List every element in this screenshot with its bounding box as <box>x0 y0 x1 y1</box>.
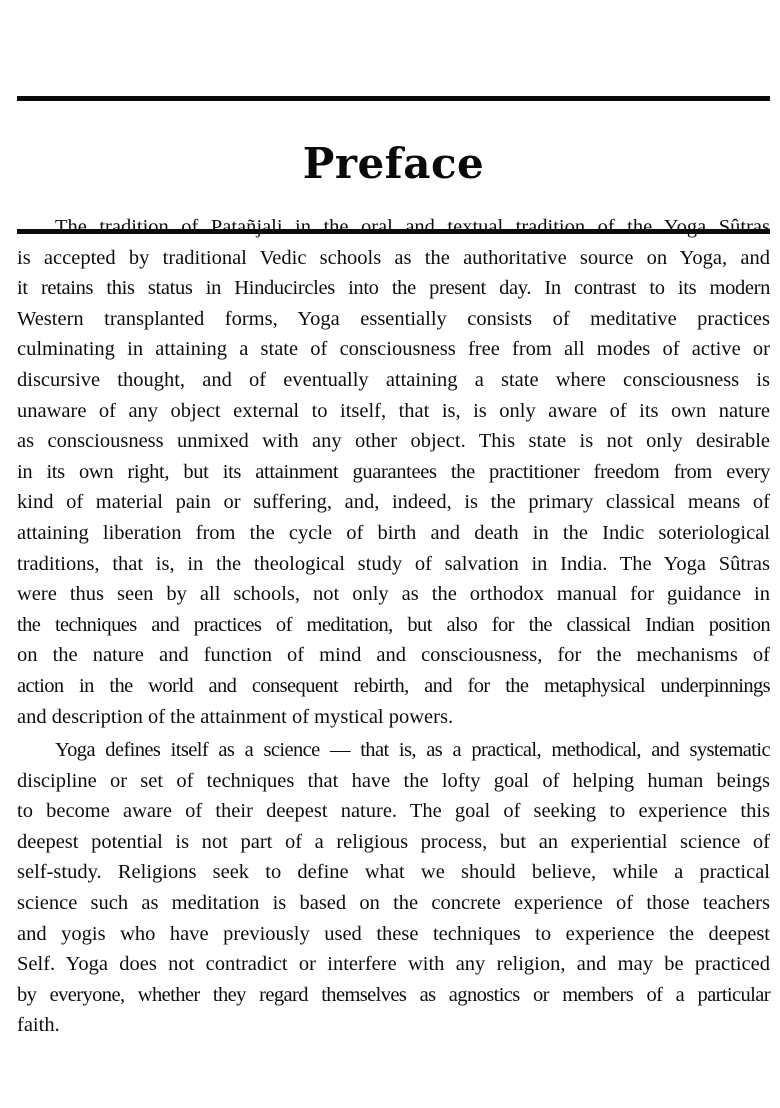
text-line: traditions, that is, in the theological study of salvation in India. The Yoga Sûtras <box>17 552 770 575</box>
text-line: were thus seen by all schools, not only as the orthodox manual for guidance in <box>17 583 770 606</box>
page-title: Preface <box>302 139 485 189</box>
text-line: discipline or set of techniques that have the lofty goal of helping human beings <box>17 769 770 792</box>
text-line: unaware of any object external to itself, that is, is only aware of its own nature <box>17 399 770 422</box>
text-line: culminating in attaining a state of consciousness free from all modes of active or <box>17 338 770 361</box>
paragraph-1 <box>17 212 770 732</box>
text-line: discursive thought, and of eventually attaining a state where consciousness is <box>17 368 770 391</box>
text-line: attaining liberation from the cycle of birth and death in the Indic soteriological <box>17 521 770 544</box>
text-line: and yogis who have previously used these techniques to experience the deepest <box>17 922 770 945</box>
text-line: to become aware of their deepest nature. The goal of seeking to experience this <box>17 800 770 823</box>
text-line: Yoga defines itself as a science — that is, as a practical, methodical, and systematic <box>55 739 770 762</box>
paragraph-2 <box>17 735 770 1041</box>
text-line: Self. Yoga does not contradict or interfere with any religion, and may be practiced <box>17 953 770 976</box>
text-line: kind of material pain or suffering, and, indeed, is the primary classical means of <box>17 491 770 514</box>
body-text <box>17 212 770 1041</box>
text-line: The tradition of Patañjali in the oral and textual tradition of the Yoga Sûtras <box>55 216 770 238</box>
text-line: is accepted by traditional Vedic schools as the authoritative source on Yoga, and <box>17 246 770 269</box>
text-line: the techniques and practices of meditation, but also for the classical Indian position <box>17 613 770 636</box>
text-line: self-study. Religions seek to define what we should believe, while a practical <box>17 861 770 884</box>
heading-rule-top <box>17 96 770 101</box>
text-line: science such as meditation is based on the concrete experience of those teachers <box>17 892 770 915</box>
text-line: by everyone, whether they regard themselves as agnostics or members of a particular <box>17 983 770 1006</box>
text-line: in its own right, but its attainment guarantees the practitioner freedom from every <box>17 460 770 483</box>
text-line: Western transplanted forms, Yoga essentially consists of meditative practices <box>17 307 770 330</box>
text-line: and description of the attainment of mystical powers. <box>17 705 454 728</box>
text-line: as consciousness unmixed with any other object. This state is not only desirable <box>17 430 770 453</box>
text-line: on the nature and function of mind and consciousness, for the mechanisms of <box>17 644 770 667</box>
text-line: deepest potential is not part of a religious process, but an experiential science of <box>17 830 770 853</box>
text-line: action in the world and consequent rebirth, and for the metaphysical underpinnings <box>17 674 770 697</box>
text-line: faith. <box>17 1014 60 1037</box>
text-line: it retains this status in Hinducircles into the present day. In contrast to its modern <box>17 277 770 300</box>
